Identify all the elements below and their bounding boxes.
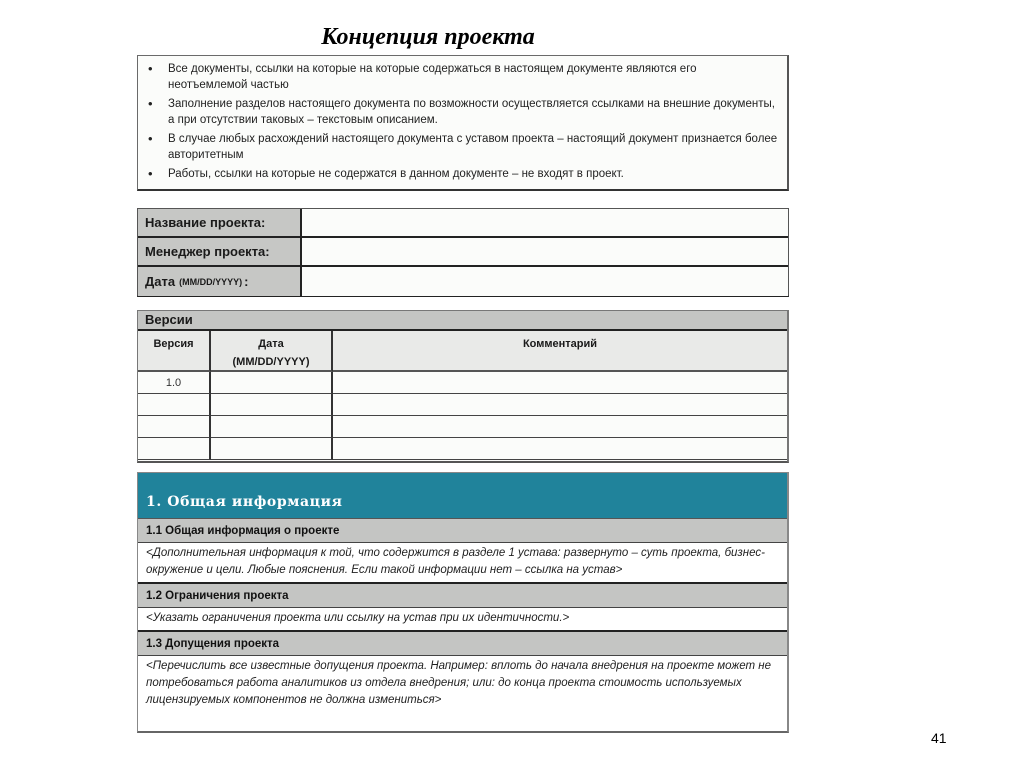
date-cell[interactable] bbox=[211, 394, 333, 416]
date-cell[interactable] bbox=[211, 372, 333, 394]
notes-box bbox=[137, 55, 789, 191]
manager-label: Менеджер проекта: bbox=[138, 238, 302, 265]
notes-list bbox=[146, 61, 779, 182]
project-name-label: Название проекта: bbox=[138, 209, 302, 236]
column-header-version: Версия bbox=[138, 331, 211, 372]
note-item: • Заполнение разделов настоящего документа по возможности осуществляется ссылками на внешние документы, а при отсутствии таковых – текстовым описанием. bbox=[146, 96, 779, 128]
project-name-row bbox=[138, 209, 788, 238]
version-cell[interactable] bbox=[138, 416, 211, 438]
page-title: Концепция проекта bbox=[321, 24, 535, 50]
section-heading: 1. Общая информация bbox=[138, 473, 787, 519]
date-label-text: Дата bbox=[145, 274, 176, 289]
version-cell[interactable] bbox=[138, 394, 211, 416]
date-colon: : bbox=[244, 274, 249, 289]
subsection-text[interactable]: <Перечислить все известные допущения проекта. Например: вплоть до начала внедрения на проекте может не потребоваться работа аналитиков из отдела внедрения; или: до конца проекта стоимость используемых лицензируемых компонентов не должна измениться> bbox=[146, 660, 772, 706]
subsection-heading: 1.3 Допущения проекта bbox=[138, 632, 787, 656]
manager-row bbox=[138, 238, 788, 267]
date-header-format: (MM/DD/YYYY) bbox=[232, 356, 310, 368]
subsection-heading: 1.2 Ограничения проекта bbox=[138, 584, 787, 608]
comment-cell[interactable] bbox=[333, 416, 787, 438]
column-header-date bbox=[211, 331, 333, 372]
note-item: • В случае любых расхождений настоящего документа с уставом проекта – настоящий документ признается более авторитетным bbox=[146, 131, 779, 163]
subsection-heading: 1.1 Общая информация о проекте bbox=[138, 519, 787, 543]
page-number: 41 bbox=[931, 730, 947, 746]
comment-cell[interactable] bbox=[333, 438, 787, 460]
versions-table bbox=[137, 310, 789, 463]
date-cell[interactable] bbox=[211, 438, 333, 460]
subsection-text[interactable]: <Указать ограничения проекта или ссылку на устав при их идентичности.> bbox=[138, 608, 787, 632]
versions-title: Версии bbox=[138, 311, 787, 331]
date-cell[interactable] bbox=[211, 416, 333, 438]
column-header-comment: Комментарий bbox=[333, 331, 787, 372]
date-field[interactable] bbox=[302, 267, 788, 296]
version-cell[interactable]: 1.0 bbox=[138, 372, 211, 394]
manager-field[interactable] bbox=[302, 238, 788, 265]
project-info-table bbox=[137, 208, 789, 297]
note-item: • Работы, ссылки на которые не содержатся в данном документе – не входят в проект. bbox=[146, 166, 779, 182]
date-label bbox=[138, 267, 302, 296]
date-format-hint: (MM/DD/YYYY) bbox=[179, 276, 243, 287]
section-general-info bbox=[137, 472, 789, 733]
date-header-label: Дата bbox=[258, 338, 284, 350]
subsection-text[interactable]: <Дополнительная информация к той, что содержится в разделе 1 устава: развернуто – суть проекта, бизнес-окружение и цели. Любые пояснения. Если такой информации нет – ссылка на устав> bbox=[138, 543, 787, 584]
version-cell[interactable] bbox=[138, 438, 211, 460]
comment-cell[interactable] bbox=[333, 372, 787, 394]
date-row bbox=[138, 267, 788, 296]
comment-cell[interactable] bbox=[333, 394, 787, 416]
versions-grid bbox=[138, 331, 787, 460]
project-name-field[interactable] bbox=[302, 209, 788, 236]
note-item: • Все документы, ссылки на которые на которые содержаться в настоящем документе являются его неотъемлемой частью bbox=[146, 61, 779, 93]
